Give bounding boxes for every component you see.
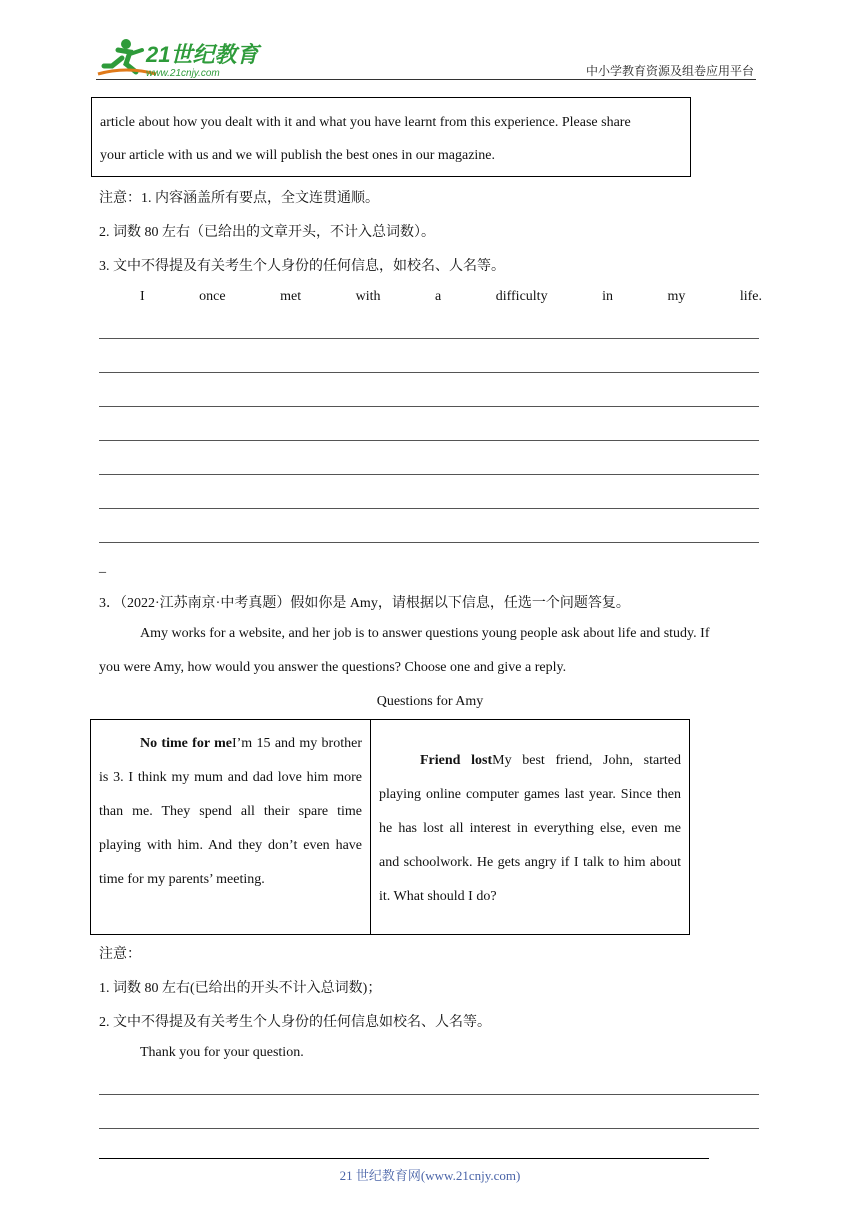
site-logo [96, 36, 266, 82]
question-title: No time for me [140, 736, 232, 751]
prompt-line-2: your article with us and we will publish the best ones in our magazine. [100, 148, 496, 163]
opening-word: my [667, 289, 686, 304]
note-2: 2. 词数 80 左右（已给出的文章开头，不计入总词数）。 [99, 225, 435, 240]
runner-logo-icon [96, 36, 266, 82]
prompt-line-1: article about how you dealt with it and what you have learnt from this experience. Please share [100, 115, 631, 130]
question-3-para-line-1: Amy works for a website, and her job is to answer questions young people ask about life and study. If [140, 626, 710, 641]
question-cell-no-time [91, 720, 371, 934]
header-divider [96, 79, 756, 80]
question-cell-friend-lost [371, 720, 689, 934]
writing-line[interactable] [99, 406, 759, 407]
opening-word: met [280, 289, 302, 304]
note-item-2: 2. 文中不得提及有关考生个人身份的任何信息如校名、人名等。 [99, 1015, 491, 1030]
writing-line[interactable] [99, 474, 759, 475]
footer-site: 21 世纪教育网(www.21cnjy.com) [339, 1168, 521, 1183]
opening-word: life. [739, 289, 762, 304]
note-1: 注意：1. 内容涵盖所有要点，全文连贯通顺。 [99, 191, 379, 206]
writing-line[interactable] [99, 338, 759, 339]
question-3-para-line-2: you were Amy, how would you answer the questions? Choose one and give a reply. [99, 660, 567, 675]
opening-word: difficulty [495, 289, 548, 304]
opening-word: in [602, 289, 613, 304]
prompt-box [91, 97, 691, 177]
writing-line[interactable] [99, 542, 759, 543]
note-item-1: 1. 词数 80 左右(已给出的开头不计入总词数)； [99, 981, 382, 996]
writing-line[interactable] [99, 372, 759, 373]
logo-url: www.21cnjy.com [146, 68, 220, 79]
essay-opening [140, 289, 762, 305]
question-3-heading: 3．（2022·江苏南京·中考真题）假如你是 Amy，请根据以下信息，任选一个问题答复。 [99, 596, 630, 611]
opening-word: a [435, 289, 442, 304]
opening-word: I [140, 289, 145, 304]
opening-word: with [355, 289, 381, 304]
footer-divider [99, 1158, 709, 1159]
question-title: Friend lost [420, 753, 493, 768]
platform-name: 中小学教育资源及组卷应用平台 [585, 64, 754, 78]
writing-line[interactable] [99, 508, 759, 509]
writing-line[interactable] [99, 440, 759, 441]
writing-line[interactable] [99, 1094, 759, 1095]
notes-label: 注意： [99, 947, 141, 962]
note-3: 3. 文中不得提及有关考生个人身份的任何信息，如校名、人名等。 [99, 259, 505, 274]
writing-line[interactable] [99, 1128, 759, 1129]
question-text: My best friend, John, started playing online computer games last year. Since then he has lost all interest in everything else, even me and schoolwork. He gets angry if I talk to him about it. What should I do? [379, 753, 681, 904]
question-text: I’m 15 and my brother is 3. I think my mum and dad love him more than me. They spend all their spare time playing with him. And they don’t even have time for my parents’ meeting. [99, 736, 362, 887]
opening-word: once [199, 289, 226, 304]
reply-opening: Thank you for your question. [140, 1045, 304, 1060]
logo-text: 21世纪教育 [146, 42, 259, 67]
table-title: Questions for Amy [376, 694, 484, 709]
underscore-mark: _ [99, 560, 106, 575]
questions-table [90, 719, 690, 935]
